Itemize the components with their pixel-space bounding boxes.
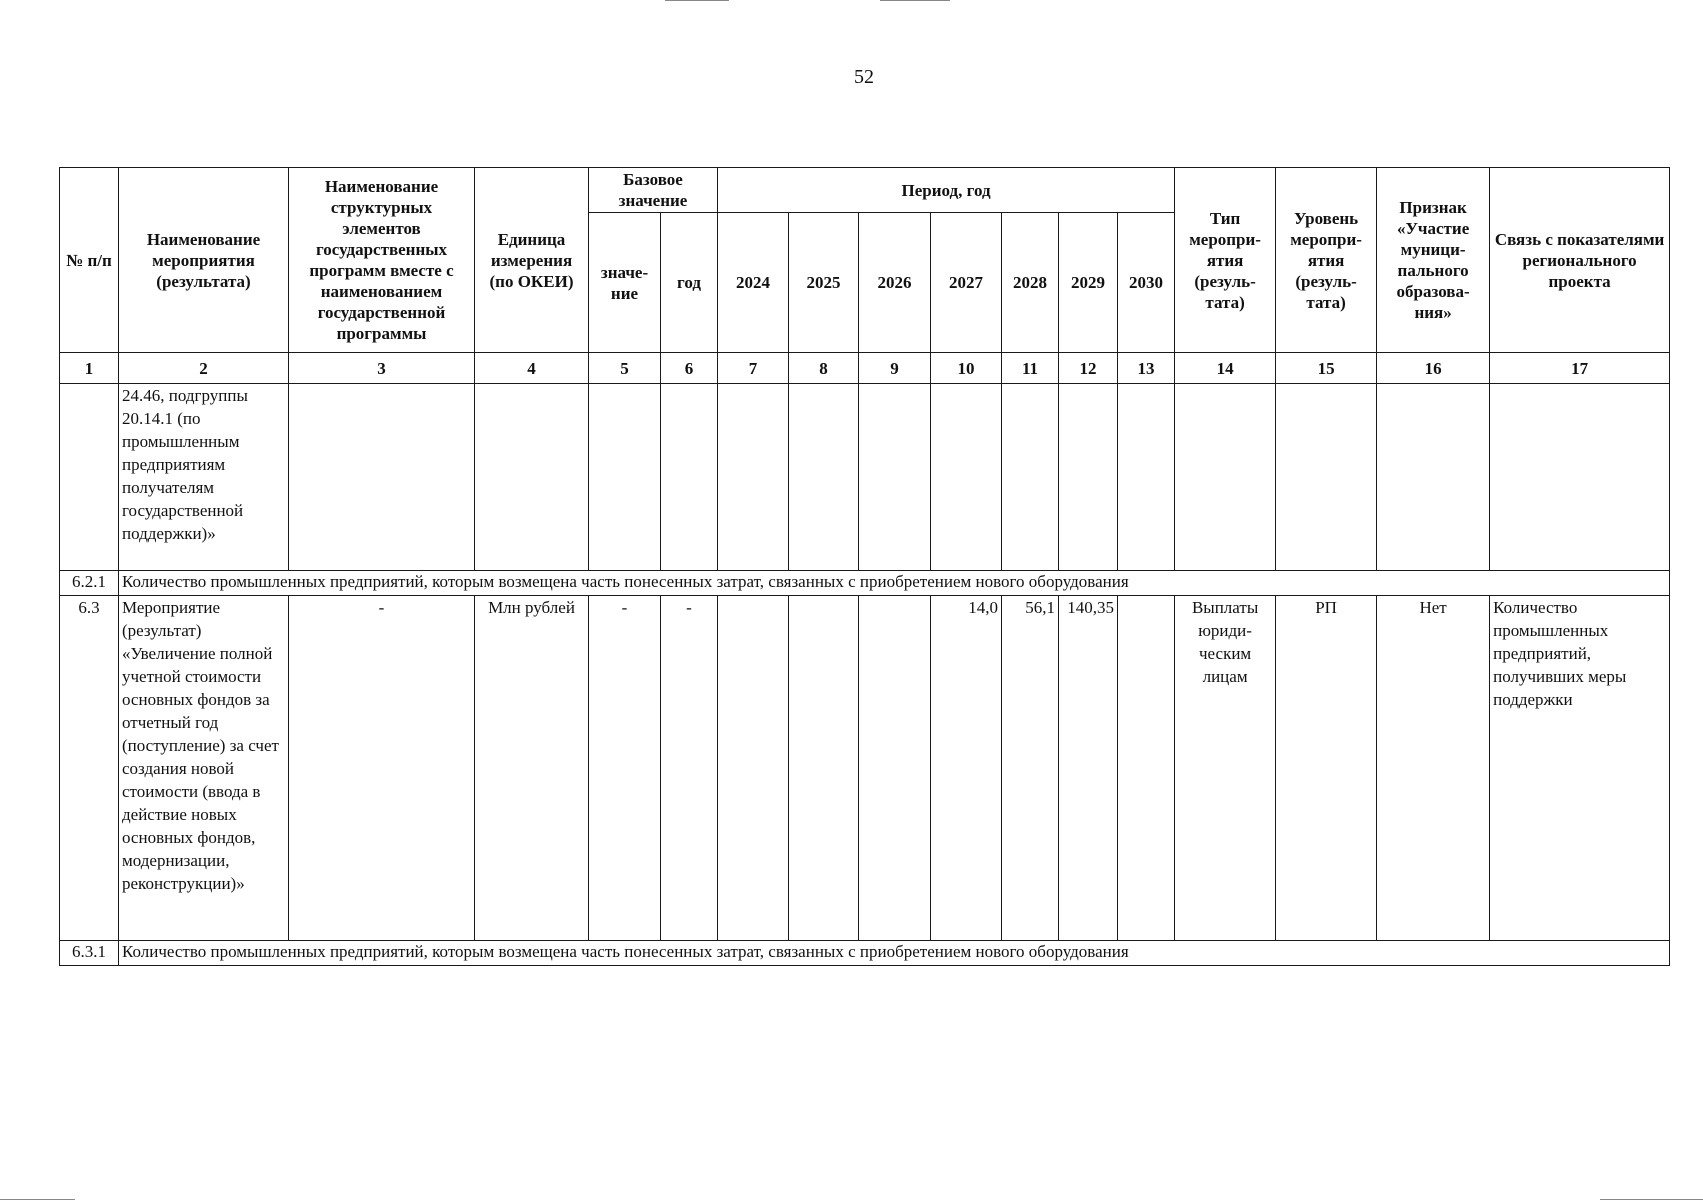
cell-name: Мероприятие (результат) «Увеличение полной учетной стоимости основных фондов за отчетный год (поступление) за счет создания новой стоимости (ввода в действие новых основных фондов, модернизации, реконструкции)» — [119, 596, 289, 941]
column-number: 17 — [1490, 353, 1670, 384]
cell-year-2025 — [789, 596, 859, 941]
cell-num: 6.3 — [60, 596, 119, 941]
cell-struct: - — [289, 596, 475, 941]
header-name: Наименование мероприятия (результата) — [119, 168, 289, 353]
page-number: 52 — [854, 66, 874, 88]
cell-empty — [1002, 384, 1059, 571]
activities-table — [59, 167, 1670, 966]
cell-empty — [1118, 384, 1175, 571]
column-number: 7 — [718, 353, 789, 384]
header-num: № п/п — [60, 168, 119, 353]
cell-name: 24.46, подгруппы 20.14.1 (по промышленным предприятиям получателям государственной поддержки)» — [119, 384, 289, 571]
cell-num: 6.3.1 — [60, 941, 119, 966]
cell-empty — [859, 384, 931, 571]
header-struct: Наименование структурных элементов государственных программ вместе с наименованием государственной программы — [289, 168, 475, 353]
column-number: 2 — [119, 353, 289, 384]
cell-year-2027: 14,0 — [931, 596, 1002, 941]
cell-empty — [589, 384, 661, 571]
table-row-6-3-1 — [60, 941, 1670, 966]
cell-empty — [718, 384, 789, 571]
cell-empty — [1377, 384, 1490, 571]
table-row-6-2-1 — [60, 571, 1670, 596]
header-year-2030: 2030 — [1118, 213, 1175, 353]
cell-empty — [1059, 384, 1118, 571]
cell-level: РП — [1276, 596, 1377, 941]
column-number: 4 — [475, 353, 589, 384]
header-year-2025: 2025 — [789, 213, 859, 353]
column-number: 14 — [1175, 353, 1276, 384]
column-number: 3 — [289, 353, 475, 384]
cell-empty — [789, 384, 859, 571]
cell-empty — [1175, 384, 1276, 571]
column-number: 8 — [789, 353, 859, 384]
scan-artifact-line — [665, 0, 729, 1]
cell-year-2028: 56,1 — [1002, 596, 1059, 941]
cell-num — [60, 384, 119, 571]
cell-base-year: - — [661, 596, 718, 941]
column-number: 13 — [1118, 353, 1175, 384]
column-number: 6 — [661, 353, 718, 384]
header-base-year: год — [661, 213, 718, 353]
cell-num: 6.2.1 — [60, 571, 119, 596]
column-numbers-row — [60, 353, 1670, 384]
header-row-top — [60, 168, 1670, 213]
cell-indicator-text: Количество промышленных предприятий, которым возмещена часть понесенных затрат, связанных с приобретением нового оборудования — [119, 941, 1670, 966]
column-number: 15 — [1276, 353, 1377, 384]
cell-year-2029: 140,35 — [1059, 596, 1118, 941]
column-number: 10 — [931, 353, 1002, 384]
header-period: Период, год — [718, 168, 1175, 213]
cell-empty — [1490, 384, 1670, 571]
column-number: 5 — [589, 353, 661, 384]
cell-link: Количество промышленных предприятий, получивших меры поддержки — [1490, 596, 1670, 941]
header-year-2026: 2026 — [859, 213, 931, 353]
column-number: 1 — [60, 353, 119, 384]
header-unit: Единица измерения (по ОКЕИ) — [475, 168, 589, 353]
column-number: 16 — [1377, 353, 1490, 384]
header-base: Базовое значение — [589, 168, 718, 213]
header-sign: Признак «Участие муници-пального образова-ния» — [1377, 168, 1490, 353]
cell-indicator-text: Количество промышленных предприятий, которым возмещена часть понесенных затрат, связанных с приобретением нового оборудования — [119, 571, 1670, 596]
header-year-2028: 2028 — [1002, 213, 1059, 353]
header-year-2027: 2027 — [931, 213, 1002, 353]
cell-year-2024 — [718, 596, 789, 941]
header-type: Тип меропри-ятия (резуль-тата) — [1175, 168, 1276, 353]
header-year-2029: 2029 — [1059, 213, 1118, 353]
cell-empty — [1276, 384, 1377, 571]
header-link: Связь с показателями регионального проекта — [1490, 168, 1670, 353]
header-level: Уровень меропри-ятия (резуль-тата) — [1276, 168, 1377, 353]
scan-artifact-line — [880, 0, 950, 1]
cell-empty — [661, 384, 718, 571]
cell-sign: Нет — [1377, 596, 1490, 941]
header-base-value: значе-ние — [589, 213, 661, 353]
cell-type: Выплаты юриди-ческим лицам — [1175, 596, 1276, 941]
column-number: 9 — [859, 353, 931, 384]
header-year-2024: 2024 — [718, 213, 789, 353]
column-number: 11 — [1002, 353, 1059, 384]
cell-empty — [931, 384, 1002, 571]
column-number: 12 — [1059, 353, 1118, 384]
table-row-continuation — [60, 384, 1670, 571]
cell-empty — [289, 384, 475, 571]
table-row-6-3 — [60, 596, 1670, 941]
cell-year-2030 — [1118, 596, 1175, 941]
cell-year-2026 — [859, 596, 931, 941]
cell-unit: Млн рублей — [475, 596, 589, 941]
cell-empty — [475, 384, 589, 571]
cell-base-value: - — [589, 596, 661, 941]
